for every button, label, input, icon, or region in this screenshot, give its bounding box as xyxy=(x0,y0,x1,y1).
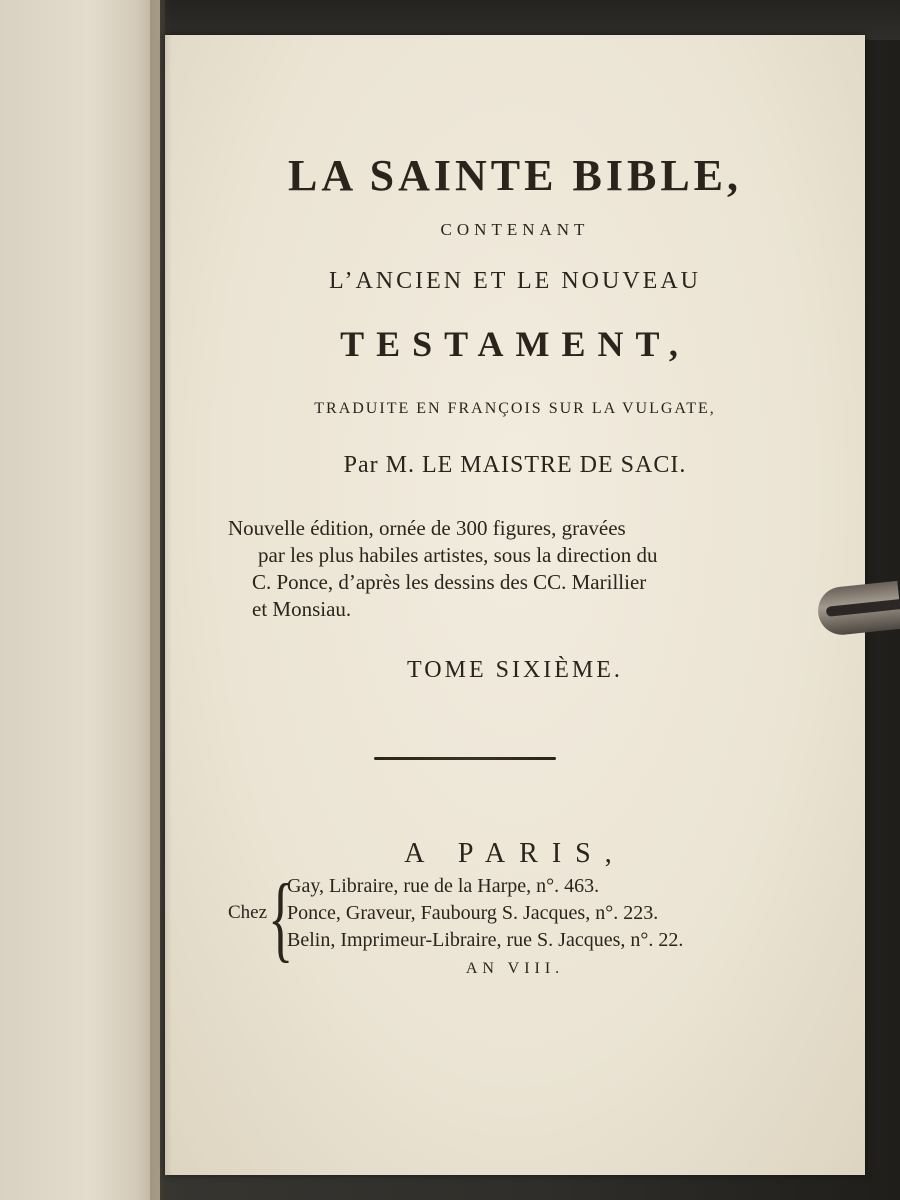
publication-year: AN VIII. xyxy=(465,960,565,977)
subtitle-contenant: CONTENANT xyxy=(440,220,590,239)
translation-line: TRADUITE EN FRANÇOIS SUR LA VULGATE, xyxy=(314,400,716,417)
book-title: LA SAINTE BIBLE, xyxy=(287,151,743,200)
subtitle-ancien: L’ANCIEN ET LE NOUVEAU xyxy=(329,268,701,294)
publisher-address: Gay, Libraire, rue de la Harpe, n°. 463. xyxy=(287,875,600,897)
ornament-rule xyxy=(374,757,556,760)
subtitle-testament: TESTAMENT, xyxy=(340,324,690,364)
edition-line: et Monsiau. xyxy=(252,597,352,621)
edition-line: Nouvelle édition, ornée de 300 figures, gravées xyxy=(228,516,626,540)
brace-icon: { xyxy=(268,864,294,971)
left-page xyxy=(0,0,160,1200)
publisher-address: Ponce, Graveur, Faubourg S. Jacques, n°. 223. xyxy=(287,902,659,924)
translator-line: Par M. LE MAISTRE DE SACI. xyxy=(343,452,687,478)
edition-line: C. Ponce, d’après les dessins des CC. Marillier xyxy=(252,570,647,594)
place-of-publication: A PARIS, xyxy=(404,838,626,869)
edition-note xyxy=(228,515,728,623)
chez-label: Chez xyxy=(228,902,268,923)
volume-label: TOME SIXIÈME. xyxy=(407,657,623,683)
edition-line: par les plus habiles artistes, sous la direction du xyxy=(258,543,658,567)
top-shadow xyxy=(165,0,900,40)
publisher-address: Belin, Imprimeur-Libraire, rue S. Jacques, n°. 22. xyxy=(287,929,684,951)
